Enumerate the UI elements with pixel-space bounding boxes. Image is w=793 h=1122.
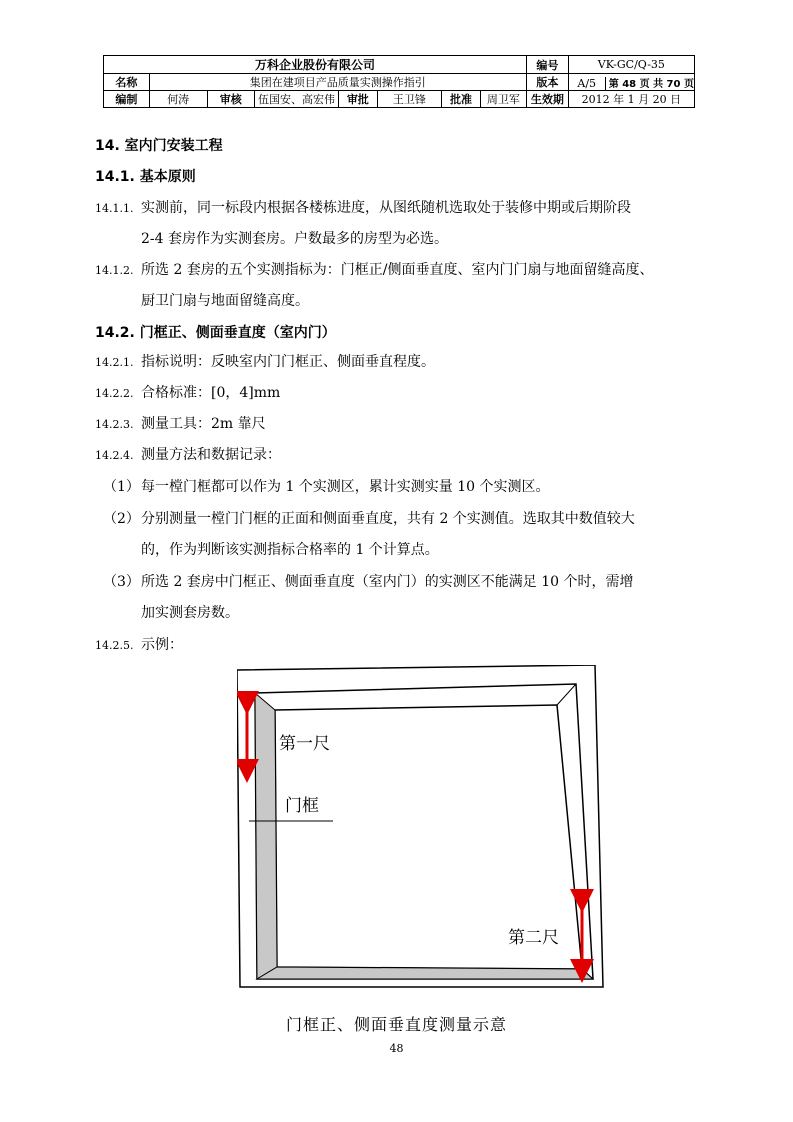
section-14-2-heading: 14.2. 门框正、侧面垂直度（室内门） [95,325,336,341]
page-count: 第 48 页 共 70 页 [608,78,694,90]
paragraph-14-1-1 [95,193,705,255]
paragraph-14-1-2 [95,255,705,317]
list-number: （2） [103,511,140,527]
list-item-3 [95,567,705,629]
reviewer-value: 伍国安、高宏伟 [255,91,339,108]
list-item-1 [95,472,705,503]
version-label: 版本 [526,74,568,91]
paragraph-line: 合格标准：[0，4]mm [141,385,281,401]
company-name: 万科企业股份有限公司 [104,56,527,74]
left-jamb [255,693,277,979]
figure-caption: 门框正、侧面垂直度测量示意 [285,1015,507,1034]
paragraph-14-2-3 [95,409,705,440]
paragraph-line: 示例： [141,637,183,653]
reviewer-label: 审核 [207,91,254,108]
section-14-heading: 14. 室内门安装工程 [95,138,223,154]
version-value: A/5 [569,77,606,90]
list-item-2 [95,504,705,566]
list-number: （3） [103,574,140,590]
paragraph-number: 14.1.1. [95,202,134,215]
effective-label: 生效期 [526,91,568,108]
door-frame-diagram [237,665,607,997]
paragraph-line: 所选 2 套房的五个实测指标为：门框正/侧面垂直度、室内门门扇与地面留缝高度、 [141,262,654,278]
list-line: 分别测量一樘门门框的正面和侧面垂直度，共有 2 个实测值。选取其中数值较大 [141,511,635,527]
second-ruler-label: 第二尺 [508,928,559,948]
ratify-value: 周卫军 [480,91,526,108]
paragraph-line: 2-4 套房作为实测套房。户数最多的房型为必选。 [141,231,448,247]
editor-label: 编制 [104,91,150,108]
paragraph-number: 14.2.1. [95,356,134,369]
paragraph-14-2-1 [95,347,705,378]
paragraph-number: 14.2.4. [95,449,134,462]
door-frame-label: 门框 [285,796,319,816]
list-line: 每一樘门框都可以作为 1 个实测区，累计实测实量 10 个实测区。 [141,479,550,495]
paragraph-14-2-5 [95,630,705,661]
approver-label: 审批 [339,91,378,108]
list-number: （1） [103,479,140,495]
section-14-1-heading: 14.1. 基本原则 [95,169,196,185]
paragraph-line: 指标说明：反映室内门门框正、侧面垂直程度。 [141,354,435,370]
paragraph-number: 14.2.5. [95,639,134,652]
paragraph-line: 测量工具：2m 靠尺 [141,416,266,432]
ratify-label: 批准 [442,91,481,108]
version-page-cell [568,74,694,91]
paragraph-line: 测量方法和数据记录： [141,447,281,463]
code-value: VK-GC/Q-35 [568,56,694,74]
paragraph-line: 厨卫门扇与地面留缝高度。 [141,293,309,309]
approver-value: 王卫锋 [377,91,442,108]
paragraph-14-2-2 [95,378,705,409]
paragraph-number: 14.2.3. [95,418,134,431]
effective-value: 2012 年 1 月 20 日 [568,91,694,108]
paragraph-line: 实测前，同一标段内根据各楼栋进度，从图纸随机选取处于装修中期或后期阶段 [141,200,631,216]
list-line: 所选 2 套房中门框正、侧面垂直度（室内门）的实测区不能满足 10 个时，需增 [141,574,634,590]
bottom-sill [257,967,593,979]
code-label: 编号 [526,56,568,74]
paragraph-14-2-4 [95,440,705,471]
name-label: 名称 [104,74,150,91]
page-number: 48 [389,1042,404,1055]
paragraph-number: 14.2.2. [95,387,134,400]
list-line: 的，作为判断该实测指标合格率的 1 个计算点。 [141,542,439,558]
top-right-miter [557,684,576,705]
first-ruler-label: 第一尺 [279,734,330,754]
document-name: 集团在建项目产品质量实测操作指引 [149,74,526,91]
editor-value: 何涛 [149,91,207,108]
document-header-table [103,55,695,108]
list-line: 加实测套房数。 [141,605,239,621]
paragraph-number: 14.1.2. [95,264,134,277]
